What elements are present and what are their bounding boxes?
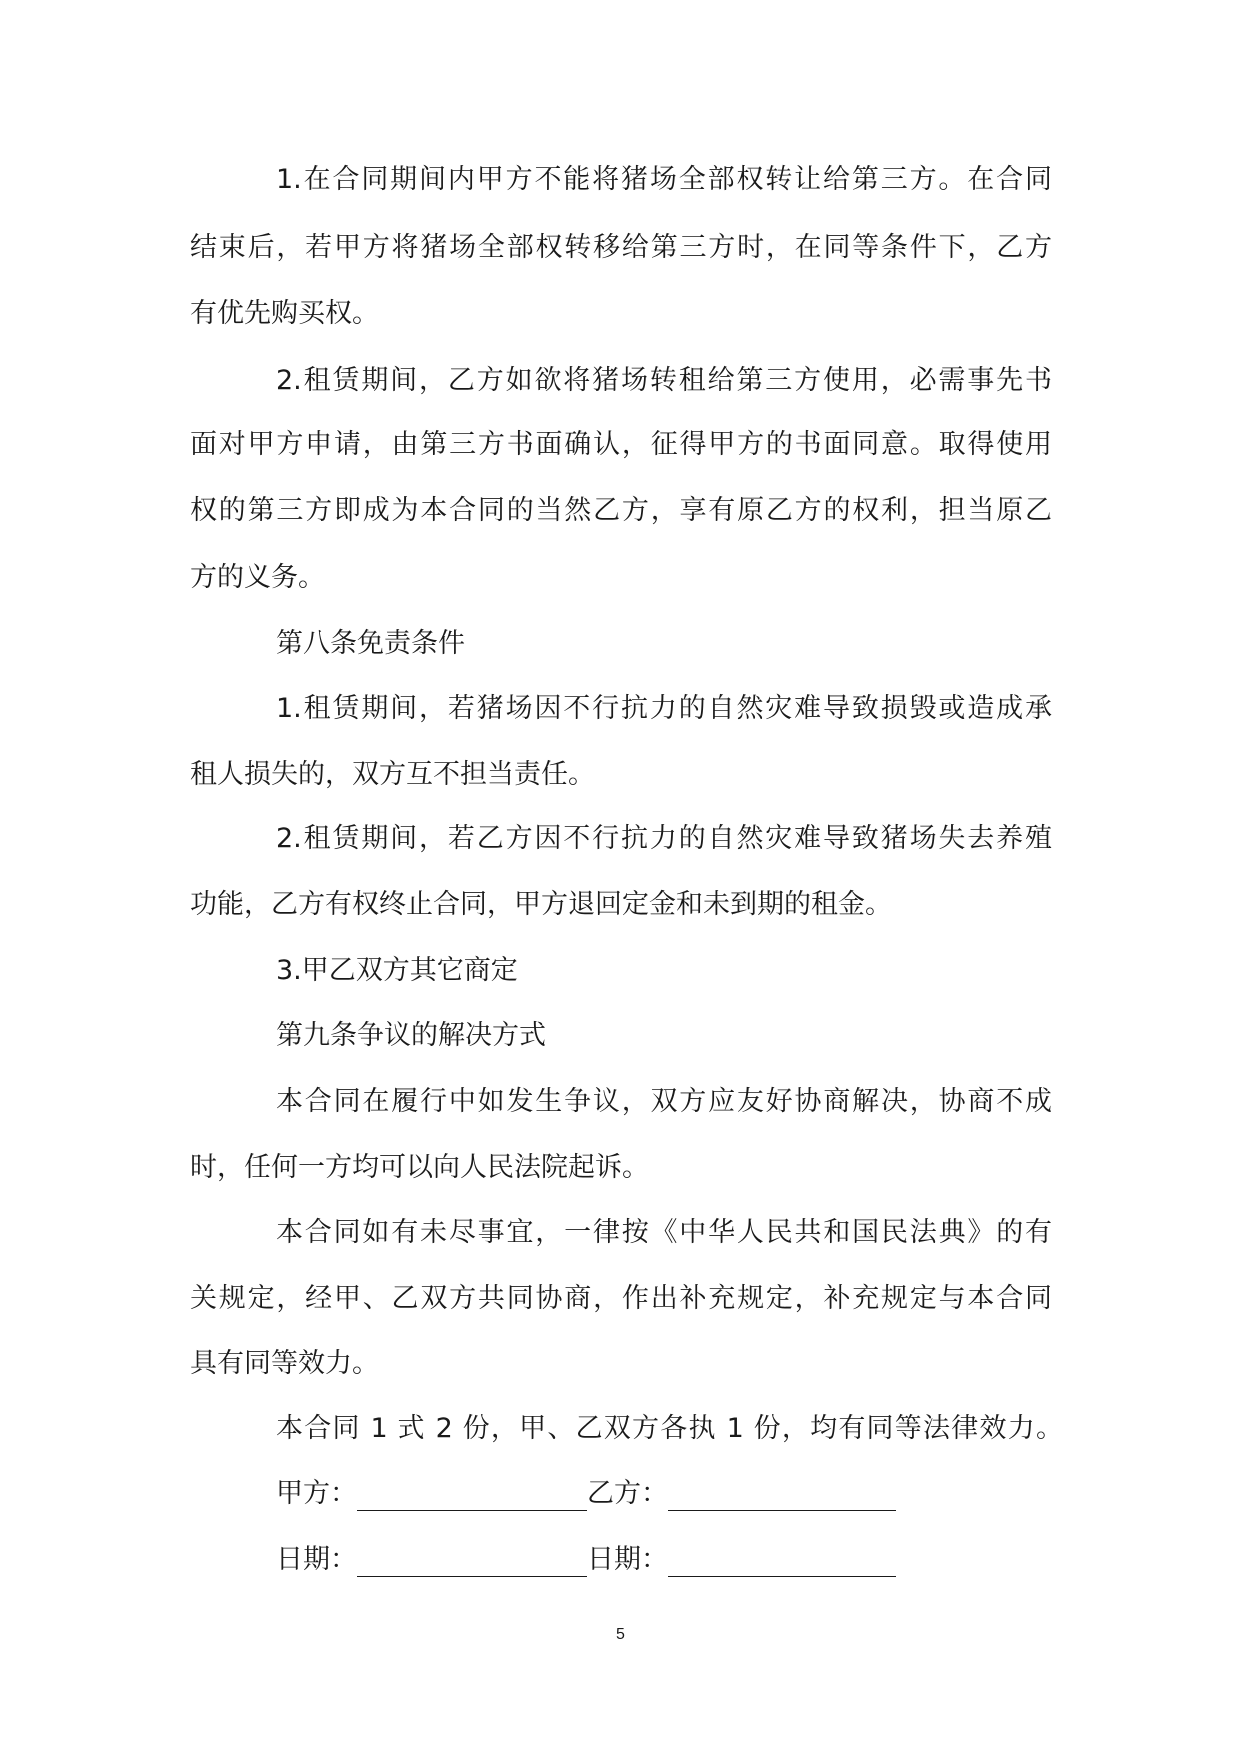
page-number: 5 (616, 1626, 625, 1643)
body-line: 本合同在履行中如发生争议，双方应友好协商解决，协商不成 (276, 1086, 1052, 1117)
signature-row-party (276, 1477, 896, 1511)
body-line: 2.租赁期间，若乙方因不行抗力的自然灾难导致猪场失去养殖 (276, 823, 1052, 854)
body-line: 面对甲方申请，由第三方书面确认，征得甲方的书面同意。取得使用 (190, 429, 1052, 460)
body-line: 功能，乙方有权终止合同，甲方退回定金和未到期的租金。 (190, 889, 892, 920)
body-line: 本合同如有未尽事宜，一律按《中华人民共和国民法典》的有 (276, 1217, 1052, 1248)
body-line: 2.租赁期间，乙方如欲将猪场转租给第三方使用，必需事先书 (276, 365, 1052, 396)
body-line: 1.在合同期间内甲方不能将猪场全部权转让给第三方。在合同 (276, 164, 1052, 195)
body-line: 结束后，若甲方将猪场全部权转移给第三方时，在同等条件下，乙方 (190, 232, 1052, 263)
body-line: 3.甲乙双方其它商定 (276, 955, 518, 986)
party-b-signature-line (668, 1477, 896, 1511)
body-line: 1.租赁期间，若猪场因不行抗力的自然灾难导致损毁或造成承 (276, 693, 1052, 724)
date-b-label: 日期： (587, 1544, 668, 1575)
date-a-line (357, 1543, 587, 1577)
date-a-label: 日期： (276, 1544, 357, 1575)
body-line: 关规定，经甲、乙双方共同协商，作出补充规定，补充规定与本合同 (190, 1283, 1052, 1314)
body-line: 具有同等效力。 (190, 1348, 379, 1379)
signature-row-date (276, 1543, 896, 1577)
party-b-label: 乙方： (587, 1478, 668, 1509)
body-line: 方的义务。 (190, 562, 325, 593)
section-heading: 第八条免责条件 (276, 628, 465, 659)
body-line: 时，任何一方均可以向人民法院起诉。 (190, 1152, 649, 1183)
body-line: 权的第三方即成为本合同的当然乙方，享有原乙方的权利，担当原乙 (190, 495, 1052, 526)
party-a-signature-line (357, 1477, 587, 1511)
party-a-label: 甲方： (276, 1478, 357, 1509)
date-b-line (668, 1543, 896, 1577)
body-line: 有优先购买权。 (190, 298, 379, 329)
section-heading: 第九条争议的解决方式 (276, 1020, 546, 1051)
body-line: 租人损失的，双方互不担当责任。 (190, 759, 595, 790)
body-line: 本合同 1 式 2 份，甲、乙双方各执 1 份，均有同等法律效力。 (276, 1413, 1063, 1444)
